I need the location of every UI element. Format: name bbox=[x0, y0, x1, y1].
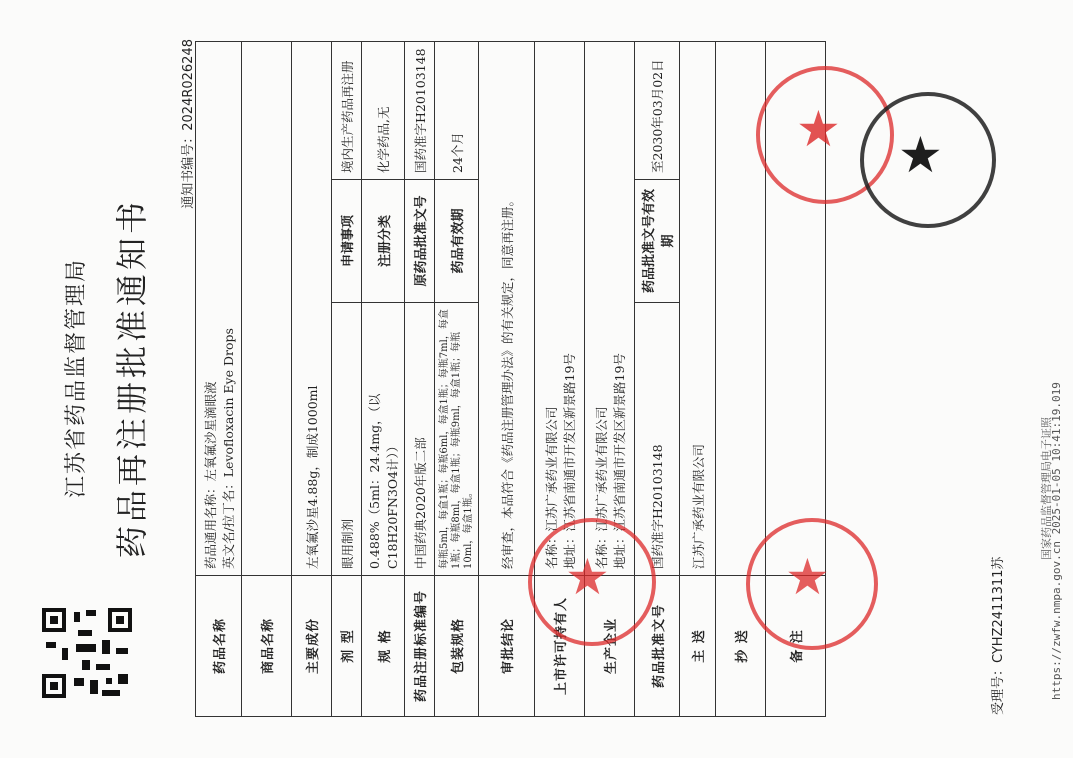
issuing-agency: 江苏省药品监督管理局 bbox=[64, 258, 89, 499]
drug-name-en: 英文名/拉丁名：Levofloxacin Eye Drops bbox=[220, 328, 236, 569]
drug-name-label: 药品名称 bbox=[196, 576, 242, 717]
ingredient-label: 主要成份 bbox=[292, 576, 332, 717]
document-title: 药品再注册批准通知书 bbox=[113, 198, 151, 559]
qr-code-icon bbox=[42, 608, 132, 698]
trade-name-label: 商品名称 bbox=[242, 576, 292, 717]
orig-no-label: 原药品批准文号 bbox=[405, 180, 435, 303]
approval-table bbox=[195, 41, 826, 717]
notice-number: 通知书编号：2024R026248 bbox=[181, 39, 196, 209]
to-label: 主 送 bbox=[680, 576, 716, 717]
ingredient: 左氧氟沙星4.88g，制成1000ml bbox=[292, 42, 332, 576]
seal-star-icon: ★ bbox=[898, 126, 943, 184]
seal-star-icon: ★ bbox=[565, 548, 610, 606]
remark-label: 备 注 bbox=[766, 576, 826, 717]
dosage-label: 剂 型 bbox=[332, 576, 362, 717]
approval-no-label: 药品批准文号 bbox=[635, 576, 680, 717]
approval-valid: 至2030年03月02日 bbox=[635, 42, 680, 180]
spec-label: 规 格 bbox=[362, 576, 405, 717]
reg-class-label: 注册分类 bbox=[362, 180, 405, 303]
orig-no: 国药准字H20103148 bbox=[405, 42, 435, 180]
conclusion-label: 审批结论 bbox=[479, 576, 535, 717]
mah-label: 上市许可持有人 bbox=[535, 576, 585, 717]
standard-label: 药品注册标准编号 bbox=[405, 576, 435, 717]
manufacturer-address: 地址：江苏省南通市开发区新景路19号 bbox=[611, 353, 627, 569]
apply-label: 申请事项 bbox=[332, 180, 362, 303]
to: 江苏广承药业有限公司 bbox=[680, 42, 716, 576]
drug-name-cn: 药品通用名称：左氧氟沙星滴眼液 bbox=[202, 381, 218, 569]
mah-name: 名称：江苏广承药业有限公司 bbox=[543, 406, 559, 569]
manufacturer-name: 名称：江苏广承药业有限公司 bbox=[593, 406, 609, 569]
validity: 24个月 bbox=[435, 42, 479, 180]
pack: 每瓶5ml，每盒1瓶；每瓶6ml，每盒1瓶；每瓶7ml，每盒1瓶；每瓶8ml，每盒1瓶；每瓶9ml，每盒1瓶；每瓶10ml，每盒1瓶。 bbox=[435, 303, 479, 576]
cc-label: 抄 送 bbox=[716, 576, 766, 717]
standard: 中国药典2020年版二部 bbox=[405, 303, 435, 576]
approval-no: 国药准字H20103148 bbox=[635, 303, 680, 576]
seal-star-icon: ★ bbox=[796, 100, 841, 158]
reg-class: 化学药品,无 bbox=[362, 42, 405, 180]
mah-address: 地址：江苏省南通市开发区新景路19号 bbox=[561, 353, 577, 569]
manufacturer-label: 生产企业 bbox=[585, 576, 635, 717]
conclusion: 经审查，本品符合《药品注册管理办法》的有关规定，同意再注册。 bbox=[479, 42, 535, 576]
seal-star-icon: ★ bbox=[785, 548, 830, 606]
footer-right-text: https://zwfw.nmpa.gov.cn 2025-01-05 10:41:19.019 bbox=[1050, 382, 1063, 700]
accept-number: 受理号：CYHZ2411311苏 bbox=[991, 556, 1006, 715]
apply: 境内生产药品再注册 bbox=[332, 42, 362, 180]
footer-left-text: 国家药品监督管理局电子证照 bbox=[1040, 417, 1053, 560]
spec: 0.488%（5ml：24.4mg，（以C18H20FN3O4计）） bbox=[362, 303, 405, 576]
approval-valid-label: 药品批准文号有效期 bbox=[635, 180, 680, 303]
pack-label: 包装规格 bbox=[435, 576, 479, 717]
trade-name bbox=[242, 42, 292, 576]
validity-label: 药品有效期 bbox=[435, 180, 479, 303]
dosage: 眼用制剂 bbox=[332, 303, 362, 576]
